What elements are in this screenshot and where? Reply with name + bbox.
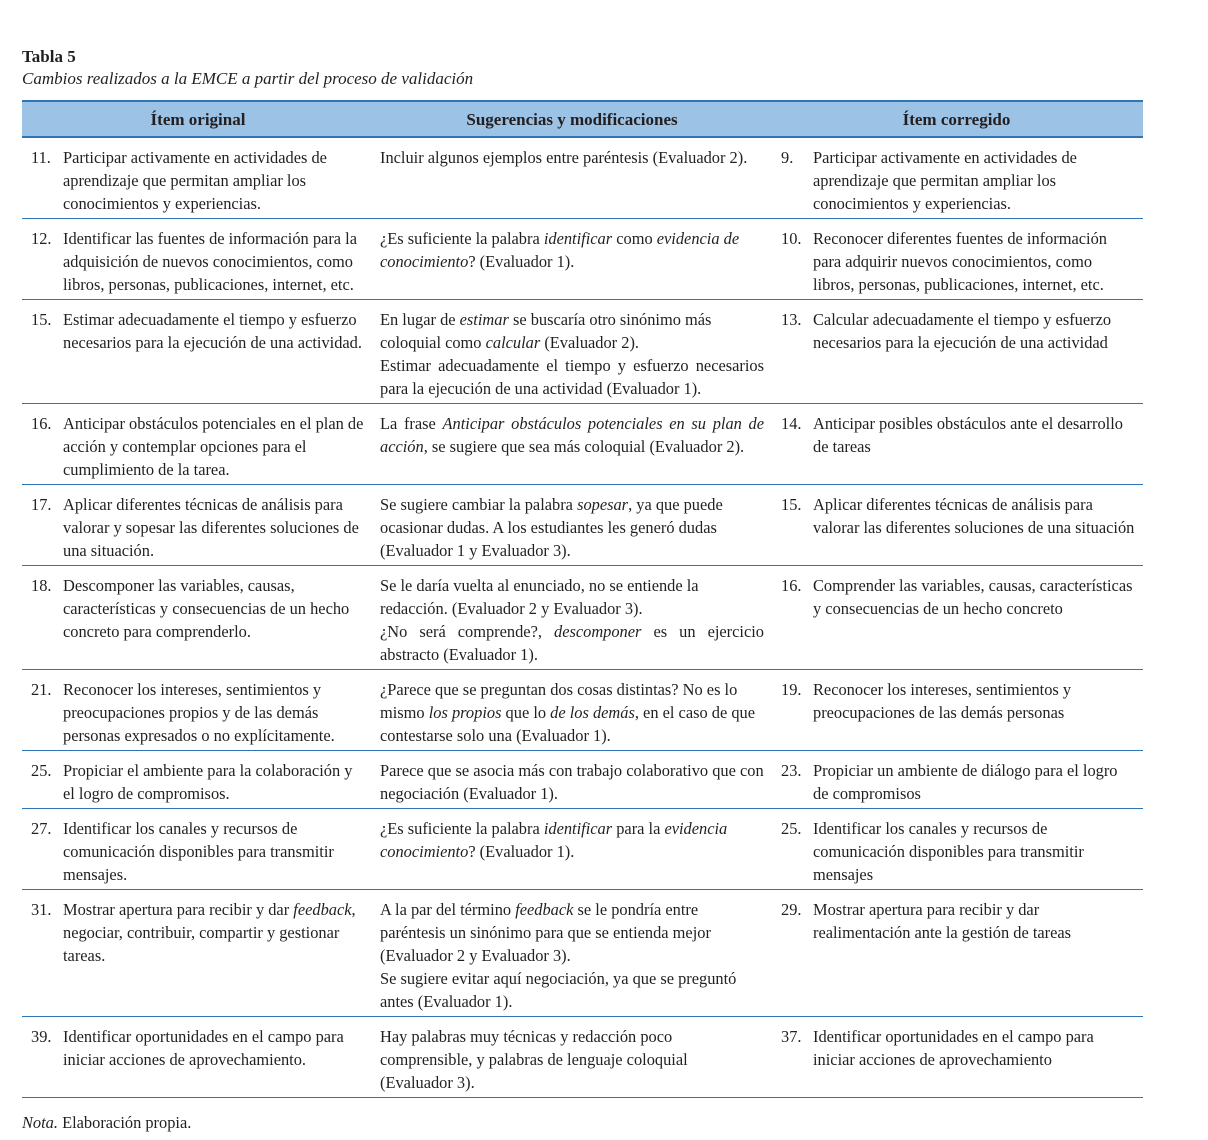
item-text: Comprender las variables, causas, características y consecuencias de un hecho concreto [813,576,1133,618]
corrected-item-cell [770,751,1143,809]
original-item-cell [22,300,374,404]
item-number: 14. [781,414,802,433]
original-item-cell [22,670,374,751]
item-text: Reconocer diferentes fuentes de información para adquirir nuevos conocimientos, como libros, personas, publicaciones, internet, etc. [813,229,1107,294]
suggestion-cell: ¿Parece que se preguntan dos cosas distintas? No es lo mismo los propios que lo de los demás, en el caso de que contestarse solo una (Evaluador 1). [374,670,770,751]
item-text: Anticipar obstáculos potenciales en el plan de acción y contemplar opciones para el cumplimiento de la tarea. [63,414,364,479]
table-row [22,809,1143,890]
item-number: 13. [781,310,802,329]
suggestion-cell: En lugar de estimar se buscaría otro sinónimo más coloquial como calcular (Evaluador 2). Estimar adecuadamente el tiempo y esfuerzo necesarios para la ejecución de una actividad (Evaluador 1). [374,300,770,404]
item-text: Participar activamente en actividades de aprendizaje que permitan ampliar los conocimientos y experiencias. [813,148,1077,213]
item-number: 25. [31,761,52,780]
item-number: 10. [781,229,802,248]
item-number: 16. [31,414,52,433]
item-text: Propiciar el ambiente para la colaboración y el logro de compromisos. [63,761,353,803]
original-item-cell [22,566,374,670]
original-item-cell [22,1017,374,1098]
corrected-item-cell [770,485,1143,566]
table-label: Tabla 5 [22,47,76,66]
item-text: Descomponer las variables, causas, características y consecuencias de un hecho concreto para comprenderlo. [63,576,350,641]
item-number: 19. [781,680,802,699]
table-row [22,566,1143,670]
table-row [22,1017,1143,1098]
original-item-cell [22,219,374,300]
original-item-cell [22,809,374,890]
item-text: Reconocer los intereses, sentimientos y preocupaciones de las demás personas [813,680,1072,722]
suggestion-cell: ¿Es suficiente la palabra identificar para la evidencia conocimiento? (Evaluador 1). [374,809,770,890]
item-text: Identificar los canales y recursos de comunicación disponibles para transmitir mensajes. [63,819,334,884]
table-row [22,300,1143,404]
item-number: 12. [31,229,52,248]
header-corrected-item: Ítem corregido [770,101,1143,137]
item-text: Reconocer los intereses, sentimientos y preocupaciones propios y de las demás personas expresados o no explícitamente. [63,680,335,745]
suggestion-cell: Parece que se asocia más con trabajo colaborativo que con negociación (Evaluador 1). [374,751,770,809]
item-text: Identificar las fuentes de información para la adquisición de nuevos conocimientos, como libros, personas, publicaciones, internet, etc. [63,229,357,294]
table-row [22,890,1143,1017]
header-original-item: Ítem original [22,101,374,137]
item-number: 21. [31,680,52,699]
original-item-cell [22,137,374,219]
corrected-item-cell [770,809,1143,890]
item-text: Calcular adecuadamente el tiempo y esfuerzo necesarios para la ejecución de una actividad [813,310,1112,352]
item-text: Mostrar apertura para recibir y dar feedback, negociar, contribuir, compartir y gestionar tareas. [63,900,356,965]
original-item-cell [22,404,374,485]
item-text: Anticipar posibles obstáculos ante el desarrollo de tareas [813,414,1123,456]
original-item-cell [22,485,374,566]
item-number: 27. [31,819,52,838]
item-number: 16. [781,576,802,595]
suggestion-cell: La frase Anticipar obstáculos potenciales en su plan de acción, se sugiere que sea más coloquial (Evaluador 2). [374,404,770,485]
item-number: 9. [781,148,794,167]
corrected-item-cell [770,404,1143,485]
corrected-item-cell [770,670,1143,751]
suggestion-cell: Se sugiere cambiar la palabra sopesar, ya que puede ocasionar dudas. A los estudiantes les generó dudas (Evaluador 1 y Evaluador 3). [374,485,770,566]
suggestion-cell: Incluir algunos ejemplos entre paréntesis (Evaluador 2). [374,137,770,219]
table-figure [22,44,1143,1134]
item-number: 18. [31,576,52,595]
suggestion-cell: Se le daría vuelta al enunciado, no se entiende la redacción. (Evaluador 2 y Evaluador 3). ¿No será comprende?, descomponer es un ejercicio abstracto (Evaluador 1). [374,566,770,670]
item-text: Mostrar apertura para recibir y dar realimentación ante la gestión de tareas [813,900,1072,942]
suggestion-cell: ¿Es suficiente la palabra identificar como evidencia de conocimiento? (Evaluador 1). [374,219,770,300]
item-text: Estimar adecuadamente el tiempo y esfuerzo necesarios para la ejecución de una actividad. [63,310,362,352]
item-text: Participar activamente en actividades de aprendizaje que permitan ampliar los conocimientos y experiencias. [63,148,327,213]
corrected-item-cell [770,300,1143,404]
note-label: Nota. [22,1113,58,1132]
item-number: 23. [781,761,802,780]
item-number: 39. [31,1027,52,1046]
item-text: Aplicar diferentes técnicas de análisis para valorar las diferentes soluciones de una situación [813,495,1135,537]
item-text: Aplicar diferentes técnicas de análisis para valorar y sopesar las diferentes soluciones de una situación. [63,495,359,560]
table-row [22,219,1143,300]
table-row [22,751,1143,809]
item-number: 31. [31,900,52,919]
suggestion-cell: A la par del término feedback se le pondría entre paréntesis un sinónimo para que se entienda mejor (Evaluador 2 y Evaluador 3). Se sugiere evitar aquí negociación, ya que se preguntó antes (Evaluador 1). [374,890,770,1017]
table-note [22,1112,1143,1134]
item-text: Identificar oportunidades en el campo para iniciar acciones de aprovechamiento [813,1027,1094,1069]
corrected-item-cell [770,1017,1143,1098]
corrected-item-cell [770,219,1143,300]
item-number: 17. [31,495,52,514]
table-row [22,137,1143,219]
note-text: Elaboración propia. [57,1113,192,1132]
item-number: 29. [781,900,802,919]
corrected-item-cell [770,890,1143,1017]
item-number: 37. [781,1027,802,1046]
table-body [22,137,1143,1098]
item-number: 15. [781,495,802,514]
changes-table [22,100,1143,1098]
table-title: Cambios realizados a la EMCE a partir del proceso de validación [22,69,474,88]
item-number: 25. [781,819,802,838]
corrected-item-cell [770,137,1143,219]
table-row [22,670,1143,751]
header-suggestions: Sugerencias y modificaciones [374,101,770,137]
item-number: 11. [31,148,51,167]
item-text: Identificar oportunidades en el campo para iniciar acciones de aprovechamiento. [63,1027,344,1069]
corrected-item-cell [770,566,1143,670]
original-item-cell [22,890,374,1017]
table-row [22,485,1143,566]
table-header [22,101,1143,137]
original-item-cell [22,751,374,809]
item-number: 15. [31,310,52,329]
suggestion-cell: Hay palabras muy técnicas y redacción poco comprensible, y palabras de lenguaje coloquial (Evaluador 3). [374,1017,770,1098]
item-text: Propiciar un ambiente de diálogo para el logro de compromisos [813,761,1118,803]
table-row [22,404,1143,485]
item-text: Identificar los canales y recursos de comunicación disponibles para transmitir mensajes [813,819,1084,884]
